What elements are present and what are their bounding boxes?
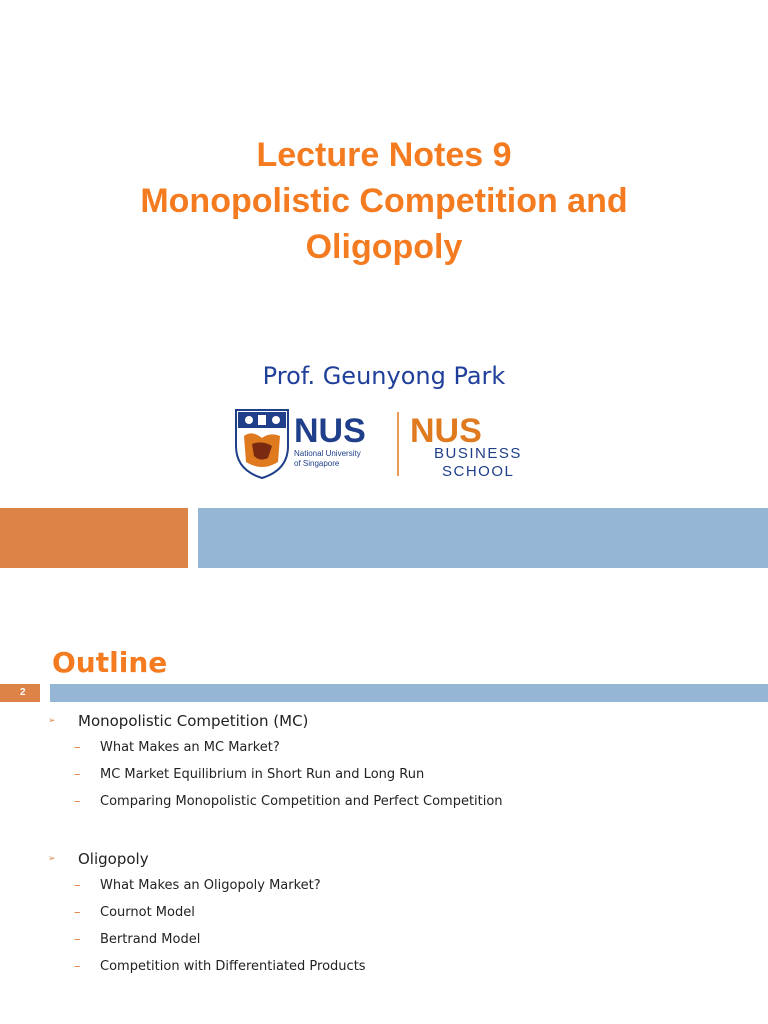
outline-slide [0,598,768,1024]
nus-logo-subtitle-2: of Singapore [294,459,340,468]
nus-business-logo-text: NUS [410,412,482,450]
dash-icon: – [74,878,81,893]
title-line-1: Lecture Notes 9 [256,136,512,174]
slide-title [0,132,768,270]
dash-icon: – [74,794,81,809]
slide-number: 2 [0,684,40,702]
nus-logo-subtitle-1: National University [294,449,361,458]
list-item-text: MC Market Equilibrium in Short Run and Long Run [100,767,425,782]
dash-icon: – [74,740,81,755]
school-text: SCHOOL [442,463,515,480]
list-item-text: Competition with Differentiated Products [100,959,366,974]
arrow-bullet-icon: ➢ [48,716,56,726]
author-name: Prof. Geunyong Park [262,362,506,390]
dash-icon: – [74,905,81,920]
dash-icon: – [74,959,81,974]
business-text: BUSINESS [434,445,522,462]
bullet-heading: Oligopoly [78,850,149,868]
bullet-heading: Monopolistic Competition (MC) [78,712,309,730]
title-line-3: Oligopoly [305,228,463,266]
nus-logo [234,406,540,480]
dash-icon: – [74,932,81,947]
dash-icon: – [74,767,81,782]
orange-footer-bar [0,508,188,568]
arrow-bullet-icon: ➢ [48,854,56,864]
title-line-2: Monopolistic Competition and [140,182,628,220]
list-item-text: What Makes an Oligopoly Market? [100,878,321,893]
list-item-text: Comparing Monopolistic Competition and Perfect Competition [100,794,503,809]
list-item-text: Bertrand Model [100,932,201,947]
nus-crest-icon [236,410,288,478]
blue-footer-bar [198,508,768,568]
list-item-text: Cournot Model [100,905,195,920]
outline-title: Outline [52,646,168,679]
blue-header-bar [50,684,768,702]
list-item-text: What Makes an MC Market? [100,740,280,755]
nus-logo-text: NUS [294,412,366,450]
